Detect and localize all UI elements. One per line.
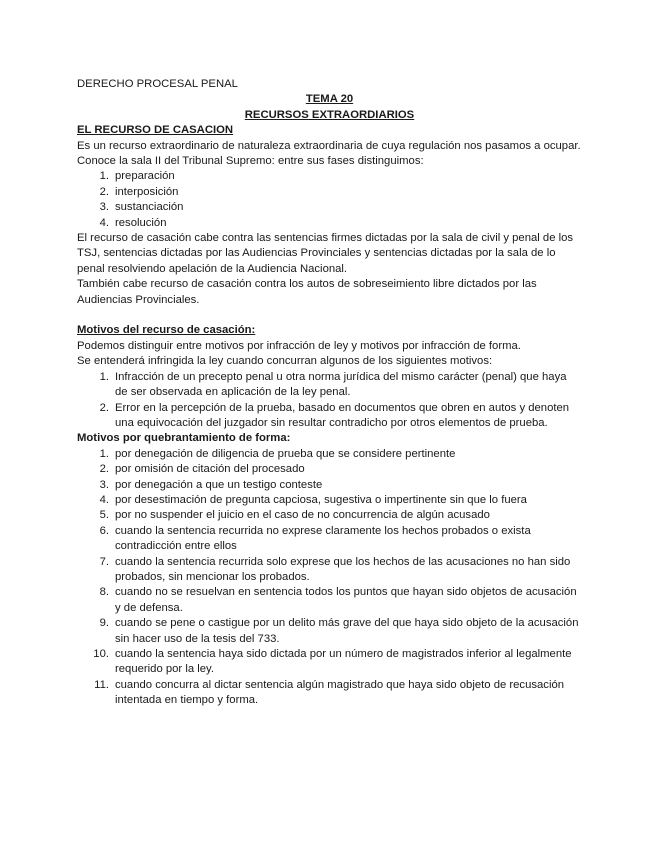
paragraph: Podemos distinguir entre motivos por infracción de ley y motivos por infracción de forma. [77,339,521,352]
infraccion-ley-list [77,370,582,432]
list-item [77,493,582,508]
list-item [77,216,582,231]
list-number: 6. [99,524,109,537]
list-item [77,401,582,432]
paragraph: Se entenderá infringida la ley cuando concurran algunos de los siguientes motivos: [77,355,493,368]
list-text: cuando se pene o castigue por un delito más grave del que haya sido objeto de la acusación sin hacer uso de la tesis del 733. [115,617,579,645]
list-number: 2. [99,463,109,476]
list-item [77,185,582,200]
list-number: 4. [99,493,109,506]
list-text: por omisión de citación del procesado [115,463,305,476]
list-number: 2. [99,185,109,198]
document-body [77,77,582,709]
list-number: 1. [99,370,109,383]
list-text: cuando la sentencia haya sido dictada por un número de magistrados inferior al legalmente requerido por la ley. [115,648,572,676]
list-text: por denegación de diligencia de prueba que se considere pertinente [115,447,456,460]
list-text: cuando la sentencia recurrida no exprese claramente los hechos probados o exista contradicción entre ellos [115,524,531,553]
paragraph: Es un recurso extraordinario de naturaleza extraordinaria de cuya regulación nos pasamos a ocupar. [77,139,581,152]
list-number: 1. [99,170,109,183]
list-text: por desestimación de pregunta capciosa, sugestiva o impertinente sin que lo fuera [115,493,527,506]
list-text: cuando no se resuelvan en sentencia todos los puntos que hayan sido objetos de acusación y de defensa. [115,586,577,614]
paragraph: También cabe recurso de casación contra los autos de sobreseimiento libre dictados por las Audiencias Provinciales. [77,278,537,306]
quebrantamiento-forma-list [77,447,582,709]
list-text: por denegación a que un testigo conteste [115,478,323,491]
list-item [77,169,582,184]
list-text: por no suspender el juicio en el caso de no concurrencia de algún acusado [115,509,490,522]
list-item [77,200,582,215]
list-item [77,647,582,678]
list-text: resolución [115,216,167,229]
list-item [77,447,582,462]
list-number: 10. [93,648,109,661]
list-text: Infracción de un precepto penal u otra norma jurídica del mismo carácter (penal) que haya de ser observada en aplicación de la ley penal. [115,370,567,399]
topic-title: RECURSOS EXTRAORDIARIOS [244,108,415,121]
document-header: DERECHO PROCESAL PENAL [77,78,238,90]
section-heading-motivos: Motivos del recurso de casación: [77,324,256,337]
list-item [77,585,582,616]
list-text: cuando concurra al dictar sentencia algún magistrado que haya sido objeto de recusación intentada en tiempo y forma. [115,678,565,707]
list-item [77,555,582,586]
list-text: interposición [115,185,179,198]
list-number: 7. [99,555,109,568]
list-text: Error en la percepción de la prueba, basado en documentos que obren en autos y denoten una equivocación del juzgador sin resultar contradicho por otros elementos de prueba. [115,401,570,429]
list-item [77,616,582,647]
topic-number: TEMA 20 [305,93,354,106]
list-item [77,478,582,493]
list-number: 11. [94,678,109,691]
list-text: preparación [115,170,175,183]
paragraph: El recurso de casación cabe contra las sentencias firmes dictadas por la sala de civil y penal de los TSJ, sentencias dictadas por las Audiencias Provinciales y sentencias dictadas por la sala de lo penal resolviendo apelación de la Audiencia Nacional. [77,232,574,275]
list-item [77,524,582,555]
section-heading-quebrantamiento: Motivos por quebrantamiento de forma: [77,432,291,445]
list-number: 3. [99,478,109,491]
list-number: 2. [99,401,109,414]
list-item [77,462,582,477]
phases-list [77,169,582,231]
list-item [77,370,582,401]
list-number: 4. [99,216,109,229]
list-number: 3. [99,201,109,214]
list-text: sustanciación [115,201,184,214]
paragraph: Conoce la sala II del Tribunal Supremo: entre sus fases distinguimos: [77,155,424,168]
list-text: cuando la sentencia recurrida solo exprese que los hechos de las acusaciones no han sido probados, sin mencionar los probados. [115,555,571,583]
list-number: 5. [99,509,109,522]
list-item [77,508,582,523]
list-number: 1. [99,447,109,460]
spacer [77,308,582,323]
section-heading-casacion: EL RECURSO DE CASACION [77,124,234,137]
list-number: 8. [99,586,109,599]
list-number: 9. [99,617,109,630]
list-item [77,678,582,709]
